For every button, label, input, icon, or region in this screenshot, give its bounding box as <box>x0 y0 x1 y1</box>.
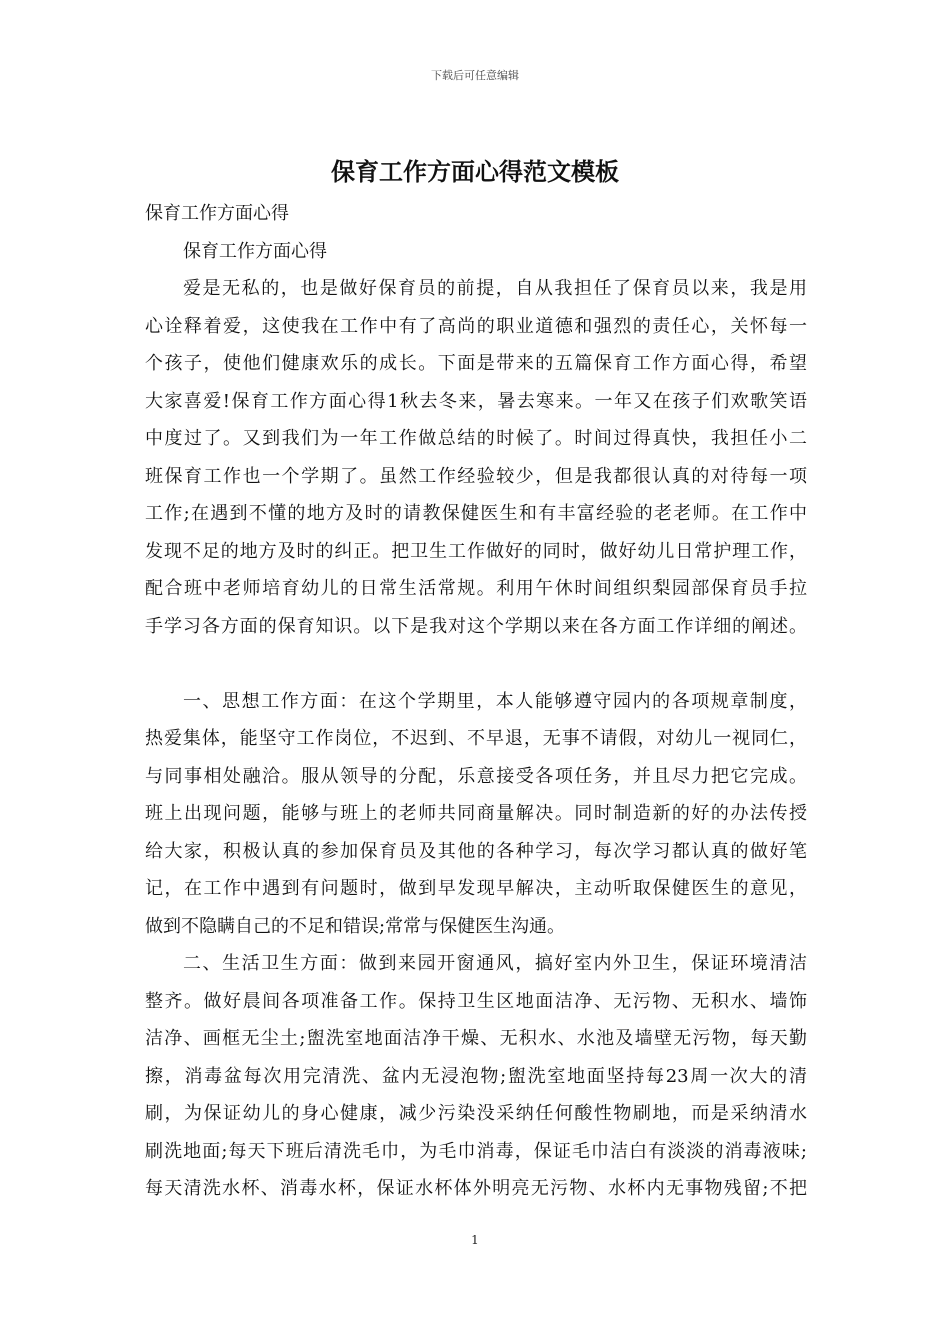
paragraph-line: 擦，消毒盆每次用完清洗、盆内无浸泡物;盥洗室地面坚持每23周一次大的清 <box>145 1065 807 1087</box>
paragraph-line: 刷，为保证幼儿的身心健康，减少污染没采纳任何酸性物刷地，而是采纳清水 <box>145 1103 807 1124</box>
document-subtitle: 保育工作方面心得 <box>145 203 289 224</box>
document-title: 保育工作方面心得范文模板 <box>331 157 619 186</box>
paragraph-line: 刷洗地面;每天下班后清洗毛巾，为毛巾消毒，保证毛巾洁白有淡淡的消毒液味; <box>145 1140 807 1162</box>
paragraph-line: 手学习各方面的保育知识。以下是我对这个学期以来在各方面工作详细的阐述。 <box>145 615 807 637</box>
paragraph-line: 每天清洗水杯、消毒水杯，保证水杯体外明亮无污物、水杯内无事物残留;不把 <box>145 1178 807 1199</box>
paragraph-spacer <box>145 645 807 683</box>
paragraph-line: 热爱集体，能坚守工作岗位，不迟到、不早退，无事不请假，对幼儿一视同仁， <box>145 728 807 749</box>
section-heading: 保育工作方面心得 <box>183 240 327 262</box>
paragraph-line: 心诠释着爱，这使我在工作中有了高尚的职业道德和强烈的责任心，关怀每一 <box>145 315 807 337</box>
paragraph-line: 记，在工作中遇到有问题时，做到早发现早解决，主动听取保健医生的意见， <box>145 878 807 899</box>
paragraph-line: 做到不隐瞒自己的不足和错误;常常与保健医生沟通。 <box>145 915 566 937</box>
paragraph-line: 班上出现问题，能够与班上的老师共同商量解决。同时制造新的好的办法传授 <box>145 803 807 824</box>
paragraph-line: 中度过了。又到我们为一年工作做总结的时候了。时间过得真快，我担任小二 <box>145 428 807 449</box>
page-number: 1 <box>471 1233 479 1247</box>
paragraph-line: 工作;在遇到不懂的地方及时的请教保健医生和有丰富经验的老老师。在工作中 <box>145 503 807 524</box>
paragraph-line: 一、思想工作方面：在这个学期里，本人能够遵守园内的各项规章制度， <box>183 690 807 712</box>
paragraph-line: 整齐。做好晨间各项准备工作。保持卫生区地面洁净、无污物、无积水、墙饰 <box>145 990 807 1012</box>
paragraph-line: 二、生活卫生方面：做到来园开窗通风，搞好室内外卫生，保证环境清洁 <box>183 953 807 974</box>
paragraph-line: 班保育工作也一个学期了。虽然工作经验较少，但是我都很认真的对待每一项 <box>145 465 807 487</box>
paragraph-line: 洁净、画框无尘土;盥洗室地面洁净干燥、无积水、水池及墙壁无污物，每天勤 <box>145 1028 807 1049</box>
paragraph-thought-work <box>145 683 807 946</box>
paragraph-line: 给大家，积极认真的参加保育员及其他的各种学习，每次学习都认真的做好笔 <box>145 840 807 862</box>
document-body <box>145 195 807 1208</box>
paragraph-line: 发现不足的地方及时的纠正。把卫生工作做好的同时，做好幼儿日常护理工作， <box>145 540 807 562</box>
paragraph-hygiene <box>145 945 807 1208</box>
page-header-note: 下载后可任意编辑 <box>431 69 519 82</box>
paragraph-line: 爱是无私的，也是做好保育员的前提，自从我担任了保育员以来，我是用 <box>183 278 807 299</box>
paragraph-intro <box>145 270 807 645</box>
paragraph-line: 配合班中老师培育幼儿的日常生活常规。利用午休时间组织梨园部保育员手拉 <box>145 578 807 599</box>
paragraph-line: 个孩子，使他们健康欢乐的成长。下面是带来的五篇保育工作方面心得，希望 <box>145 353 807 374</box>
paragraph-line: 大家喜爱!保育工作方面心得1秋去冬来，暑去寒来。一年又在孩子们欢歌笑语 <box>145 390 807 412</box>
paragraph-line: 与同事相处融洽。服从领导的分配，乐意接受各项任务，并且尽力把它完成。 <box>145 765 807 787</box>
